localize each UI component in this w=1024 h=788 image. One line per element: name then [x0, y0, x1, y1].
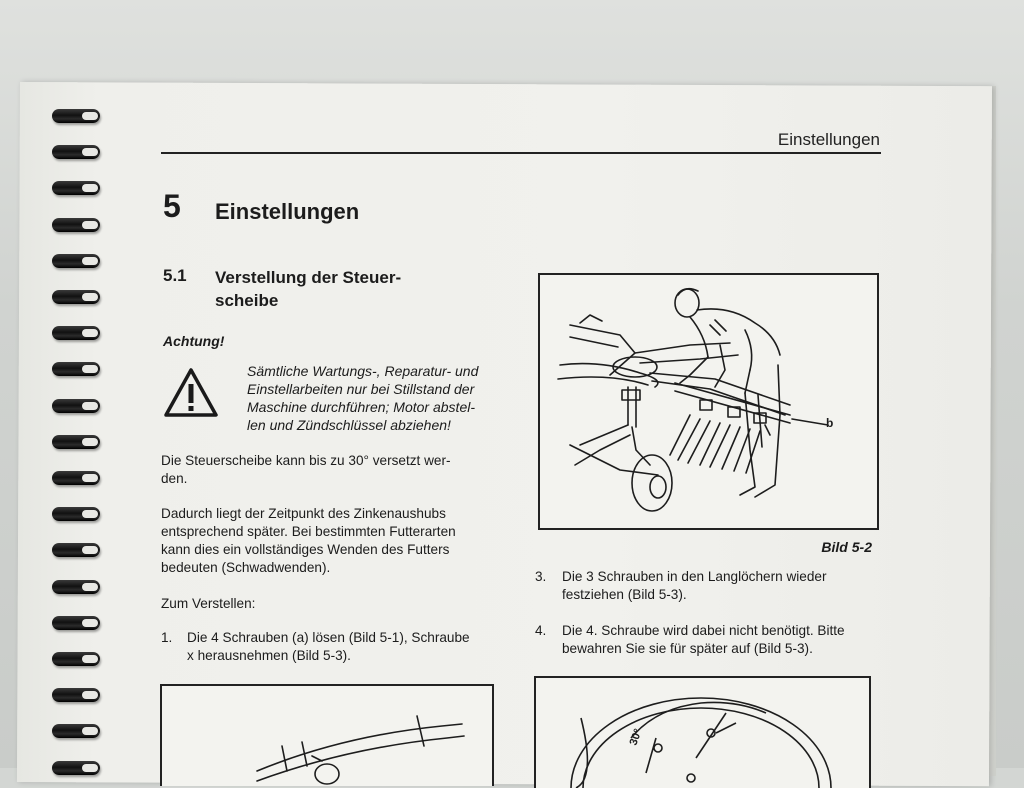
binding-coil: [52, 435, 100, 449]
binding-coil: [52, 362, 100, 376]
paragraph-line: Dadurch liegt der Zeitpunkt des Zinkenaushubs: [161, 506, 446, 521]
step-line: Die 4. Schraube wird dabei nicht benötigt. Bitte: [562, 623, 845, 638]
angle-label: 30°: [627, 727, 645, 748]
binding-coil: [52, 326, 100, 340]
step-line: Die 3 Schrauben in den Langlöchern wieder: [562, 569, 827, 584]
figure-illustration-lower-right: [534, 676, 871, 788]
rake-adjustment-drawing: [540, 275, 877, 528]
spiral-binding: [0, 0, 120, 768]
warning-line: len und Zündschlüssel abziehen!: [247, 417, 451, 433]
section-number: 5.1: [163, 266, 187, 285]
step-text: [562, 568, 872, 604]
binding-coil: [52, 145, 100, 159]
binding-coil: [52, 580, 100, 594]
paragraph: [161, 452, 496, 488]
figure-illustration-lower-left: [160, 684, 494, 786]
running-head: Einstellungen: [777, 130, 880, 149]
step-line: Die 4 Schrauben (a) lösen (Bild 5-1), Schraube: [187, 630, 470, 645]
binding-coil: [52, 218, 100, 232]
binding-coil: [52, 181, 100, 195]
binding-coil: [52, 543, 100, 557]
figure-illustration: [538, 273, 879, 530]
warning-line: Sämtliche Wartungs-, Reparatur- und: [247, 363, 479, 379]
binding-coil: [52, 616, 100, 630]
section-title-line: Verstellung der Steuer-: [215, 268, 402, 287]
binding-coil: [52, 109, 100, 123]
paragraph: [161, 505, 496, 577]
warning-line: Maschine durchführen; Motor abstel-: [247, 399, 475, 415]
step-number: 4.: [535, 623, 547, 638]
binding-coil: [52, 471, 100, 485]
paragraph-line: bedeuten (Schwadwenden).: [161, 560, 331, 575]
step-number: 1.: [161, 630, 173, 645]
binding-coil: [52, 652, 100, 666]
binding-coil: [52, 399, 100, 413]
step-line: bewahren Sie sie für später auf (Bild 5-3).: [562, 641, 813, 656]
step-number: 3.: [535, 569, 547, 584]
callout-label: b: [826, 416, 834, 430]
binding-coil: [52, 254, 100, 268]
chapter-number: 5: [163, 188, 181, 224]
binding-coil: [52, 290, 100, 304]
step-text: [562, 622, 872, 658]
figure-caption: Bild 5-2: [821, 539, 872, 555]
warning-text: [247, 362, 502, 434]
chapter-title: Einstellungen: [215, 199, 360, 224]
paragraph-line: entsprechend später. Bei bestimmten Futterarten: [161, 524, 456, 539]
part-drawing: [162, 686, 492, 786]
warning-triangle-icon: [163, 367, 219, 419]
warning-line: Einstellarbeiten nur bei Stillstand der: [247, 381, 475, 397]
section-title-line: scheibe: [215, 291, 279, 310]
warning-heading: Achtung!: [163, 333, 225, 349]
section-title: [215, 266, 475, 312]
binding-coil: [52, 724, 100, 738]
step-line: x herausnehmen (Bild 5-3).: [187, 648, 351, 663]
paragraph-line: den.: [161, 471, 188, 486]
paragraph-line: Die Steuerscheibe kann bis zu 30° versetzt wer-: [161, 453, 451, 468]
binding-coil: [52, 688, 100, 702]
control-disc-drawing: [536, 678, 869, 788]
header-rule: [161, 152, 881, 154]
paragraph: Zum Verstellen:: [161, 596, 256, 611]
paragraph-line: kann dies ein vollständiges Wenden des Futters: [161, 542, 450, 557]
step-text: [187, 629, 497, 665]
binding-coil: [52, 507, 100, 521]
step-line: festziehen (Bild 5-3).: [562, 587, 687, 602]
